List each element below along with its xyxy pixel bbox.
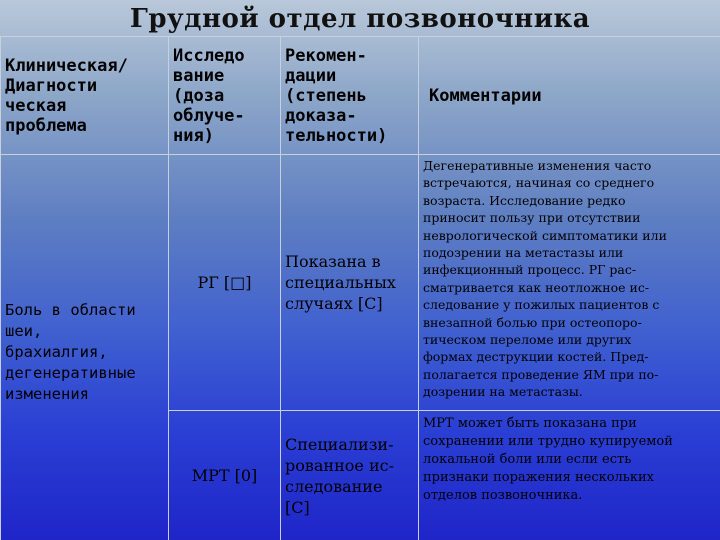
comment-text-mri: МРТ может быть показана при сохранении или трудно купируемой локальной боли или если есть признаки поражения нескольких отделов позвоночника. [423, 416, 673, 503]
header-study-label: Исследо вание (доза облуче- ния) [173, 45, 245, 146]
recommendation-cell-xray [281, 155, 419, 411]
header-problem-label: Клиническая/ Диагности ческая проблема [5, 55, 128, 136]
page-title: Грудной отдел позвоночника [129, 4, 591, 34]
recommendations-table [0, 36, 720, 540]
problem-cell [1, 155, 169, 540]
header-comments [419, 37, 720, 155]
problem-text: Боль в области шеи, брахиалгия, дегенеративные изменения [5, 301, 136, 403]
header-study [169, 37, 281, 155]
study-text-mri: МРТ [0] [191, 466, 258, 485]
table-header-row [1, 37, 720, 155]
header-recommendation-label: Рекомен- дации (степень доказа- тельности) [285, 45, 388, 146]
study-cell-xray [169, 155, 281, 411]
recommendation-text-xray: Показана в специальных случаях [С] [285, 252, 396, 313]
recommendation-text-mri: Специализи- рованное ис- следование [С] [285, 434, 394, 517]
table-row [1, 155, 720, 411]
study-cell-mri [169, 411, 281, 540]
comment-cell-xray [419, 155, 720, 411]
study-text-xray: РГ [□] [197, 273, 252, 292]
header-recommendation [281, 37, 419, 155]
comment-cell-mri [419, 411, 720, 540]
header-comments-label: Комментарии [429, 85, 542, 106]
recommendation-cell-mri [281, 411, 419, 540]
header-problem [1, 37, 169, 155]
comment-text-xray: Дегенеративные изменения часто встречаются, начиная со среднего возраста. Исследование редко приносит пользу при отсутствии неврологической симптоматики или подозрении на метастазы или инфекционный процесс. РГ рас- сматривается как неотложное ис- следование у пожилых пациентов с внезапной болью при остеопоро- тическом переломе или других формах деструкции костей. Пред- полагается проведение ЯМ при по- дозрении на метастазы. [423, 158, 667, 400]
